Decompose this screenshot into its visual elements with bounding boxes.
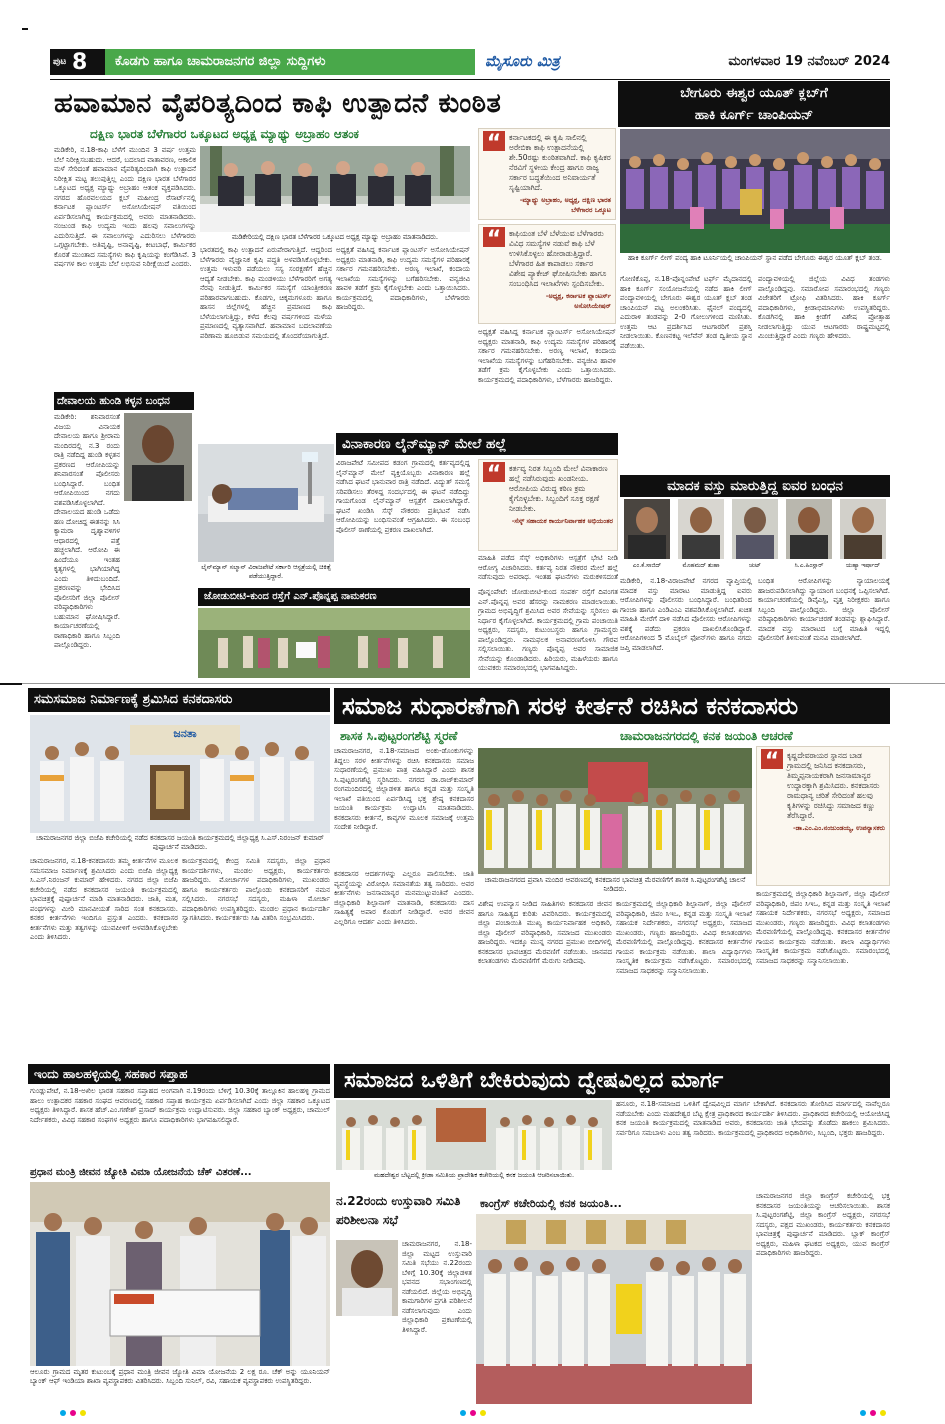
hockey-photo — [620, 129, 890, 253]
quote-mark-icon: “ — [483, 131, 505, 151]
coffee-body-mid2: ಅಧ್ಯಕ್ಷತೆ ವಹಿಸಿದ್ದ ಕರ್ನಾಟಕ ಪ್ಲಾಂಟರ್ಸ್ ಅಸೋಸಿಯೇಷನ್ ಅಧ್ಯಕ್ಷರು ಮಾತನಾಡಿ, ಕಾಫಿ ಉದ್ಯಮ ಸಮಸ್ಯೆಗಳ ಪರಿಹಾರಕ್ಕೆ ಸರ್ಕಾರ ಗಮನಹರಿಸಬೇಕು. ಅರಣ್ಯ ಇಲಾಖೆ, ಕಂದಾಯ ಇಲಾಖೆಯ ಸಮಸ್ಯೆಗಳನ್ನು ಬಗೆಹರಿಸಬೇಕು. ವನ್ಯಜೀವಿ ಹಾವಳಿ ತಡೆಗೆ ಕ್ರಮ ಕೈಗೊಳ್ಳಬೇಕು ಎಂದು ಒತ್ತಾಯಿಸಿದರು. ಕಾರ್ಯಕ್ರಮದಲ್ಲಿ ಪದಾಧಿಕಾರಿಗಳು, ಬೆಳೆಗಾರರು ಹಾಜರಿದ್ದರು. — [336, 246, 470, 311]
meeting-headline — [336, 1192, 472, 1232]
equality-body: ಹನೂರು, ನ.18-ಸಮಾಜದ ಒಳಿತಿಗೆ ದ್ವೇಷವಿಲ್ಲದ ಮಾರ್ಗ ಬೇಕಾಗಿದೆ. ಕನಕದಾಸರು ತೋರಿಸಿದ ಮಾರ್ಗದಲ್ಲಿ ನಾವೆಲ್ಲರೂ ನಡೆಯಬೇಕು ಎಂದು ಮಹದೇಶ್ವರ ಬೆಟ್ಟ ಕ್ಷೇತ್ರ ಪ್ರಾಧಿಕಾರದ ಕಾರ್ಯದರ್ಶಿ ತಿಳಿಸಿದರು. ಪ್ರಾಧಿಕಾರದ ಕಚೇರಿಯಲ್ಲಿ ಆಯೋಜಿಸಿದ್ದ ಕನಕ ಜಯಂತಿ ಕಾರ್ಯಕ್ರಮದಲ್ಲಿ ಮಾತನಾಡಿದ ಅವರು, ಕನಕದಾಸರು ಜಾತಿ ಭೇದವನ್ನು ತೊಡೆದು ಹಾಕಲು ಶ್ರಮಿಸಿದರು. ಸರ್ವರಿಗೂ ಸಮಬಾಳು ಎಂಬ ತತ್ವ ಸಾರಿದರು. ಕಾರ್ಯಕ್ರಮದಲ್ಲಿ ಪ್ರಾಧಿಕಾರದ ಅಧಿಕಾರಿಗಳು, ಸಿಬ್ಬಂದಿ, ಭಕ್ತರು ಹಾಜರಿದ್ದರು. — [616, 1100, 890, 1137]
kanaka-headline-bar: ಸಮಾಜ ಸುಧಾರಣೆಗಾಗಿ ಸರಳ ಕೀರ್ತನೆ ರಚಿಸಿದ ಕನಕದಾಸರು — [334, 688, 890, 724]
lineman-headline-bar: ವಿನಾಕಾರಣ ಲೈನ್‌ಮ್ಯಾನ್ ಮೇಲೆ ಹಲ್ಲೆ — [336, 433, 618, 455]
top-left-rule — [22, 28, 28, 30]
equality-photo — [336, 1100, 612, 1170]
suspect-name-2: ಮೊಹಮದ್ ಶುಹಾ — [682, 562, 720, 569]
coffee-quote-2-signature: -ಅಧ್ಯಕ್ಷ, ಕರ್ನಾಟಕ ಪ್ಲಾಂಟರ್ಸ್ ಅಸೋಸಿಯೇಷನ್ — [545, 292, 611, 310]
hockey-photo-caption: ಹಾಕಿ ಕೂರ್ಗ್ ಲೀಗ್ ಪಂದ್ಯ ಹಾಕಿ ಟೂರ್ನಿಯಲ್ಲಿ ಚಾಂಪಿಯನ್ ಸ್ಥಾನ ಪಡೆದ ಬೇಗೂರು ಈಶ್ವರ ಯೂತ್ ಕ್ಲಬ್ ತಂಡ. — [628, 254, 882, 262]
drugs-headline-bar: ಮಾದಕ ವಸ್ತು ಮಾರುತ್ತಿದ್ದ ಐವರ ಬಂಧನ — [620, 475, 890, 497]
samasamaja-photo-caption: ಚಾಮರಾಜನಗರ ಜಿಲ್ಲಾ ಬಿಜೆಪಿ ಕಚೇರಿಯಲ್ಲಿ ನಡೆದ ಕನಕದಾಸರ ಜಯಂತಿ ಕಾರ್ಯಕ್ರಮದಲ್ಲಿ ಜಿಲ್ಲಾಧ್ಯಕ್ಷ ಸಿ.ಎಸ್.ನಿರಂಜನ್ ಕುಮಾರ್ ಪುಷ್ಪಾರ್ಚನೆ ಮಾಡಿದರು. — [36, 834, 324, 851]
road-body: ಪೊನ್ನಂಪೇಟೆ: ಜೋಡುಬೀಟಿ-ಕುಂದ ಸಂಪರ್ಕ ರಸ್ತೆಗೆ ದಿವಂಗತ ಎನ್.ಪೊನ್ನಪ್ಪ ಅವರ ಹೆಸರನ್ನು ನಾಮಕರಣ ಮಾಡಲಾಯಿತು. ಗ್ರಾಮದ ಅಭಿವೃದ್ಧಿಗೆ ಶ್ರಮಿಸಿದ ಅವರ ಸೇವೆಯನ್ನು ಸ್ಮರಿಸಲು ಈ ನಿರ್ಧಾರ ಕೈಗೊಳ್ಳಲಾಗಿದೆ. ಕಾರ್ಯಕ್ರಮದಲ್ಲಿ ಗ್ರಾಮ ಪಂಚಾಯಿತಿ ಅಧ್ಯಕ್ಷರು, ಸದಸ್ಯರು, ಕುಟುಂಬಸ್ಥರು ಹಾಗೂ ಗ್ರಾಮಸ್ಥರು ಪಾಲ್ಗೊಂಡಿದ್ದರು. ನಾಮಫಲಕ ಅನಾವರಣಗೊಳಿಸಿ ಗೌರವ ಸಲ್ಲಿಸಲಾಯಿತು. ಗಣ್ಯರು ಪೊನ್ನಪ್ಪ ಅವರ ಸಾಮಾಜಿಕ ಸೇವೆಯನ್ನು ಕೊಂಡಾಡಿದರು. ಹಿರಿಯರು, ಮಹಿಳೆಯರು ಹಾಗೂ ಯುವಕರು ಸಮಾರಂಭದಲ್ಲಿ ಭಾಗವಹಿಸಿದ್ದರು. — [478, 588, 618, 672]
coffee-photo — [200, 146, 470, 232]
equality-photo-caption: ಮಹದೇಶ್ವರ ಬೆಟ್ಟದಲ್ಲಿ ಕ್ರೀಡಾ ಸಮಿತಿಯ ಪ್ರಾದೇಶಿಕ ಕಚೇರಿಯಲ್ಲಿ ಕನಕ ಜಯಂತಿ ಆಚರಿಸಲಾಯಿತು. — [373, 1171, 575, 1179]
mm-hills-event-image — [336, 1100, 612, 1170]
header-rule — [50, 79, 890, 80]
road-photo — [198, 608, 470, 678]
section-divider — [0, 683, 945, 684]
hockey-body-2: ಪಂದ್ಯಾವಳಿಯಲ್ಲಿ ಜಿಲ್ಲೆಯ ವಿವಿಧ ತಂಡಗಳು ಪಾಲ್ಗೊಂಡಿದ್ದವು. ಸಮಾರೋಪ ಸಮಾರಂಭದಲ್ಲಿ ಗಣ್ಯರು ವಿಜೇತರಿಗೆ ಟ್ರೋಫಿ ವಿತರಿಸಿದರು. ಹಾಕಿ ಕೂರ್ಗ್ ಪದಾಧಿಕಾರಿಗಳು, ಕ್ರೀಡಾಭಿಮಾನಿಗಳು ಉಪಸ್ಥಿತರಿದ್ದರು. ಕೊಡಗಿನಲ್ಲಿ ಹಾಕಿ ಕ್ರೀಡೆಗೆ ವಿಶೇಷ ಪ್ರೋತ್ಸಾಹ ನೀಡಲಾಗುತ್ತಿದ್ದು ಯುವ ಆಟಗಾರರು ರಾಷ್ಟ್ರಮಟ್ಟದಲ್ಲಿ ಮಿಂಚುತ್ತಿದ್ದಾರೆ ಎಂದು ಗಣ್ಯರು ಹೇಳಿದರು. — [758, 275, 890, 340]
road-naming-event-image — [198, 608, 470, 678]
congress-body: ಚಾಮರಾಜನಗರ ಜಿಲ್ಲಾ ಕಾಂಗ್ರೆಸ್ ಕಚೇರಿಯಲ್ಲಿ ಭಕ್ತ ಕನಕದಾಸರ ಜಯಂತಿಯನ್ನು ಆಚರಿಸಲಾಯಿತು. ಶಾಸಕ ಸಿ.ಪುಟ್ಟರಂಗಶೆಟ್ಟಿ, ಜಿಲ್ಲಾ ಕಾಂಗ್ರೆಸ್ ಅಧ್ಯಕ್ಷರು, ನಗರಸಭೆ ಸದಸ್ಯರು, ಪಕ್ಷದ ಮುಖಂಡರು, ಕಾರ್ಯಕರ್ತರು ಕನಕದಾಸರ ಭಾವಚಿತ್ರಕ್ಕೆ ಪುಷ್ಪಾರ್ಚನೆ ಮಾಡಿದರು. ಬ್ಲಾಕ್ ಕಾಂಗ್ರೆಸ್ ಅಧ್ಯಕ್ಷರು, ಮಹಿಳಾ ಘಟಕದ ಅಧ್ಯಕ್ಷರು, ಯುವ ಕಾಂಗ್ರೆಸ್ ಪದಾಧಿಕಾರಿಗಳು ಹಾಜರಿದ್ದರು. — [756, 1192, 890, 1257]
suspect-photo-1 — [624, 499, 670, 559]
page-label: ಪುಟ — [53, 57, 67, 67]
congress-headline: ಕಾಂಗ್ರೆಸ್ ಕಚೇರಿಯಲ್ಲಿ ಕನಕ ಜಯಂತಿ... — [480, 1197, 622, 1210]
suspect-photo-5 — [840, 499, 886, 559]
temple-suspect-photo — [124, 413, 192, 501]
coffee-quote-1-text: ಕರ್ನಾಟಕದಲ್ಲಿ ಈ ಕೃಷಿ ಸಾಲಿನಲ್ಲಿ ಅರೇಬಿಕಾ ಕಾಫಿ ಉತ್ಪಾದನೆಯಲ್ಲಿ ಶೇ.50ರಷ್ಟು ಕುಂಠಿತವಾಗಿದೆ. ಕಾಫಿ ಕೃಷಿಕರ ನೆರವಿಗೆ ಸ್ಥಳೀಯ ಕೇಂದ್ರ ಹಾಗೂ ರಾಜ್ಯ ಸರ್ಕಾರ ಬದ್ಧತೆಯಿಂದ ಅನಿವಾರ್ಯತೆ ಸೃಷ್ಟಿಯಾಗಿದೆ. — [509, 133, 611, 192]
road-headline-bar: ಜೋಡುಬೀಟಿ-ಕುಂದ ರಸ್ತೆಗೆ ಎನ್.ಪೊನ್ನಪ್ಪ ನಾಮಕರಣ — [198, 588, 470, 606]
coffee-body-mid: ಭಾರತದಲ್ಲಿ ಕಾಫಿ ಉತ್ಪಾದನೆ ಏರುಪೇರಾಗುತ್ತಿದೆ. ಆದ್ದರಿಂದ ಬೆಳೆಗಾರರು ವೈಜ್ಞಾನಿಕ ಕೃಷಿ ಪದ್ಧತಿ ಅಳವಡಿಸಿಕೊಳ್ಳಬೇಕು. ಉತ್ತಮ ಇಳುವರಿ ಪಡೆಯಲು ಸಸ್ಯ ಸಂರಕ್ಷಣೆಗೆ ಹೆಚ್ಚಿನ ಆದ್ಯತೆ ನೀಡಬೇಕು. ಕಾಫಿ ಮಂಡಳಿಯು ಬೆಳೆಗಾರರಿಗೆ ಅಗತ್ಯ ನೆರವು ನೀಡುತ್ತಿದೆ. ಕಾರ್ಮಿಕರ ಸಮಸ್ಯೆಗೆ ಯಾಂತ್ರೀಕರಣ ಪರಿಹಾರವಾಗಬಹುದು. ಕೊಡಗು, ಚಿಕ್ಕಮಗಳೂರು ಹಾಗೂ ಹಾಸನ ಜಿಲ್ಲೆಗಳಲ್ಲಿ ಹೆಚ್ಚಿನ ಪ್ರಮಾಣದ ಕಾಫಿ ಬೆಳೆಯಲಾಗುತ್ತಿದ್ದು, ಕಳೆದ ಕೆಲವು ವರ್ಷಗಳಿಂದ ಮಳೆಯ ಪ್ರಮಾಣದಲ್ಲಿ ವ್ಯತ್ಯಾಸವಾಗಿದೆ. ಹವಾಮಾನ ಬದಲಾವಣೆಯ ಪರಿಣಾಮ ಹೂಬಿಡುವ ಸಮಯದಲ್ಲಿ ತೊಂದರೆಯಾಗುತ್ತಿದೆ. — [200, 246, 332, 340]
coffee-photo-caption: ಮಡಿಕೇರಿಯಲ್ಲಿ ದಕ್ಷಿಣ ಭಾರತ ಬೆಳೆಗಾರರ ಒಕ್ಕೂಟದ ಅಧ್ಯಕ್ಷ ಮ್ಯಾಥ್ಯು ಅಬ್ರಾಹಂ ಮಾತನಾಡಿದರು. — [231, 233, 439, 241]
kanaka-body-4: ಕಾರ್ಯಕ್ರಮದಲ್ಲಿ ಜಿಲ್ಲಾಧಿಕಾರಿ ಶಿಲ್ಪಾನಾಗ್, ಜಿಲ್ಲಾ ಪೊಲೀಸ್ ವರಿಷ್ಠಾಧಿಕಾರಿ, ಜಿಪಂ ಸಿಇಒ, ಕನ್ನಡ ಮತ್ತು ಸಂಸ್ಕೃತಿ ಇಲಾಖೆ ಸಹಾಯಕ ನಿರ್ದೇಶಕರು, ನಗರಸಭೆ ಅಧ್ಯಕ್ಷರು, ಸಮಾಜದ ಮುಖಂಡರು, ಗಣ್ಯರು ಹಾಜರಿದ್ದರು. ವಿವಿಧ ಕಲಾತಂಡಗಳು ಮೆರವಣಿಗೆಯಲ್ಲಿ ಪಾಲ್ಗೊಂಡಿದ್ದವು. ಕನಕದಾಸರ ಕೀರ್ತನೆಗಳ ಗಾಯನ ಕಾರ್ಯಕ್ರಮ ನಡೆಯಿತು. ಶಾಲಾ ವಿದ್ಯಾರ್ಥಿಗಳು ಸಾಂಸ್ಕೃತಿಕ ಕಾರ್ಯಕ್ರಮ ನಡೆಸಿಕೊಟ್ಟರು. ಸಮಾರಂಭದಲ್ಲಿ ಸಮಾಜದ ಸಾಧಕರನ್ನು ಸನ್ಮಾನಿಸಲಾಯಿತು. — [616, 900, 752, 975]
samasamaja-banner-text: ಜನತಾ — [173, 727, 197, 740]
samasamaja-body: ಚಾಮರಾಜನಗರ, ನ.18-ಕನಕದಾಸರು ತಮ್ಮ ಕೀರ್ತನೆಗಳ ಮೂಲಕ ಸಮಸಮಾಜ ನಿರ್ಮಾಣಕ್ಕೆ ಶ್ರಮಿಸಿದರು ಎಂದು ಬಿಜೆಪಿ ಜಿಲ್ಲಾಧ್ಯಕ್ಷ ಸಿ.ಎಸ್.ನಿರಂಜನ್ ಕುಮಾರ್ ಹೇಳಿದರು. ನಗರದ ಜಿಲ್ಲಾ ಬಿಜೆಪಿ ಕಚೇರಿಯಲ್ಲಿ ನಡೆದ ಕನಕದಾಸರ ಜಯಂತಿ ಕಾರ್ಯಕ್ರಮದಲ್ಲಿ ಭಾವಚಿತ್ರಕ್ಕೆ ಪುಷ್ಪಾರ್ಚನೆ ಮಾಡಿ ಮಾತನಾಡಿದರು. ಜಾತಿ, ಮತ, ಪಂಥಗಳನ್ನು ಮೀರಿ ಮಾನವೀಯತೆ ಸಾರಿದ ಸಂತ ಕನಕದಾಸರು. ಕನಕರ ಕೀರ್ತನೆಗಳು ಇಂದಿಗೂ ಪ್ರಸ್ತುತ ಎಂದರು. ಕನಕದಾಸರ ಕೀರ್ತನೆಗಳು ಮತ್ತು ತತ್ವಗಳನ್ನು ಯುವಪೀಳಿಗೆ ಅಳವಡಿಸಿಕೊಳ್ಳಬೇಕು ಎಂದು ತಿಳಿಸಿದರು. — [30, 857, 178, 941]
lineman-photo-caption: ಲೈನ್‌ಮ್ಯಾನ್ ಸಲ್ಮಾನ್ ವಿರಾಜಪೇಟೆ ಸರ್ಕಾರಿ ಆಸ್ಪತ್ರೆಯಲ್ಲಿ ಚಿಕಿತ್ಸೆ ಪಡೆಯುತ್ತಿದ್ದಾರೆ. — [201, 563, 331, 580]
kanaka-quote-text: ಕೃಷ್ಣದೇವರಾಯರ ಸ್ಥಾನದ ಬಾಡ ಗ್ರಾಮದಲ್ಲಿ ಜನಿಸಿದ ಕನಕದಾಸರು, ತಿಮ್ಮಪ್ಪನಾಯಕರಾಗಿ ಜನಸಾಮಾನ್ಯರ ಉದ್ಧಾರಕ್ಕಾಗಿ ಶ್ರಮಿಸಿದರು. ಕನಕದಾಸರು ರಾಮಧಾನ್ಯ ಚರಿತೆ ಸೇರಿದಂತೆ ಹಲವು ಕೃತಿಗಳನ್ನು ರಚಿಸಿದ್ದು ಸಮಾಜದ ಕಣ್ಣು ತೆರೆಸಿದ್ದಾರೆ. — [787, 751, 880, 820]
page-number-badge — [50, 49, 105, 75]
kanaka-subhead-right: ಚಾಮರಾಜನಗರದಲ್ಲಿ ಕನಕ ಜಯಂತಿ ಆಚರಣೆ — [620, 729, 793, 743]
left-margin-mark — [0, 683, 22, 685]
cheque-photo-caption: ಆಲೂರು ಗ್ರಾಮದ ಮೃತರ ಕುಟುಂಬಕ್ಕೆ ಪ್ರಧಾನ ಮಂತ್ರಿ ಜೀವನ ಜ್ಯೋತಿ ವಿಮಾ ಯೋಜನೆಯ 2 ಲಕ್ಷ ರೂ. ಚೆಕ್ ಅನ್ನು ಯೂನಿಯನ್ ಬ್ಯಾಂಕ್ ಆಫ್ ಇಂಡಿಯಾ ಶಾಖಾ ವ್ಯವಸ್ಥಾಪಕರು ವಿತರಿಸಿದರು. ಸಿಬ್ಬಂದಿ ಸುನಿಲ್, ರವಿ, ಸಹಾಯಕ ವ್ಯವಸ್ಥಾಪಕರು ಉಪಸ್ಥಿತರಿದ್ದರು. — [30, 1368, 330, 1385]
suspect-photo-3 — [732, 499, 778, 559]
drugs-body-2: ಬಂಧಿತ ಆರೋಪಿಗಳನ್ನು ನ್ಯಾಯಾಲಯಕ್ಕೆ ಹಾಜರುಪಡಿಸಲಾಗಿದ್ದು ನ್ಯಾಯಾಂಗ ಬಂಧನಕ್ಕೆ ಒಪ್ಪಿಸಲಾಗಿದೆ. ಕಾರ್ಯಾಚರಣೆಯಲ್ಲಿ ಡಿವೈಎಸ್ಪಿ, ವೃತ್ತ ನಿರೀಕ್ಷಕರು ಹಾಗೂ ಸಿಬ್ಬಂದಿ ಪಾಲ್ಗೊಂಡಿದ್ದರು. ಜಿಲ್ಲಾ ಪೊಲೀಸ್ ವರಿಷ್ಠಾಧಿಕಾರಿಗಳು ಕಾರ್ಯಾಚರಣೆ ತಂಡವನ್ನು ಶ್ಲಾಘಿಸಿದ್ದಾರೆ. ಮಾದಕ ವಸ್ತು ಮಾರಾಟದ ಬಗ್ಗೆ ಮಾಹಿತಿ ಇದ್ದಲ್ಲಿ ಪೊಲೀಸರಿಗೆ ತಿಳಿಸುವಂತೆ ಮನವಿ ಮಾಡಲಾಗಿದೆ. — [758, 577, 890, 642]
kanaka-body-right: ಕಾರ್ಯಕ್ರಮದಲ್ಲಿ ಜಿಲ್ಲಾಧಿಕಾರಿ ಶಿಲ್ಪಾನಾಗ್, ಜಿಲ್ಲಾ ಪೊಲೀಸ್ ವರಿಷ್ಠಾಧಿಕಾರಿ, ಜಿಪಂ ಸಿಇಒ, ಕನ್ನಡ ಮತ್ತು ಸಂಸ್ಕೃತಿ ಇಲಾಖೆ ಸಹಾಯಕ ನಿರ್ದೇಶಕರು, ನಗರಸಭೆ ಅಧ್ಯಕ್ಷರು, ಸಮಾಜದ ಮುಖಂಡರು, ಗಣ್ಯರು ಹಾಜರಿದ್ದರು. ವಿವಿಧ ಕಲಾತಂಡಗಳು ಮೆರವಣಿಗೆಯಲ್ಲಿ ಪಾಲ್ಗೊಂಡಿದ್ದವು. ಕನಕದಾಸರ ಕೀರ್ತನೆಗಳ ಗಾಯನ ಕಾರ್ಯಕ್ರಮ ನಡೆಯಿತು. ಶಾಲಾ ವಿದ್ಯಾರ್ಥಿಗಳು ಸಾಂಸ್ಕೃತಿಕ ಕಾರ್ಯಕ್ರಮ ನಡೆಸಿಕೊಟ್ಟರು. ಸಮಾರಂಭದಲ್ಲಿ ಸಮಾಜದ ಸಾಧಕರನ್ನು ಸನ್ಮಾನಿಸಲಾಯಿತು. — [756, 890, 890, 965]
samasamaja-headline-bar: ಸಮಸಮಾಜ ನಿರ್ಮಾಣಕ್ಕೆ ಶ್ರಮಿಸಿದ ಕನಕದಾಸರು — [28, 688, 330, 712]
kanaka-procession-photo — [478, 748, 752, 874]
section-title: ಕೊಡಗು ಹಾಗೂ ಚಾಮರಾಜನಗರ ಜಿಲ್ಲಾ ಸುದ್ದಿಗಳು — [115, 54, 326, 69]
coffee-headline: ಹವಾಮಾನ ವೈಪರಿತ್ಯದಿಂದ ಕಾಫಿ ಉತ್ಪಾದನೆ ಕುಂಠಿತ — [54, 88, 502, 119]
suspect-photo-2 — [678, 499, 724, 559]
suspect-name-3: ಚುಟ್ — [749, 562, 761, 569]
cheque-handover-image — [30, 1182, 330, 1366]
lineman-quote — [478, 459, 618, 551]
temple-headline-bar: ದೇವಾಲಯ ಹುಂಡಿ ಕಳ್ಳನ ಬಂಧನ — [54, 392, 194, 410]
suspect-name-4: ಸಿ.ಎ.ಹಿಂಸ್ಲಾರ್ — [794, 562, 824, 569]
issue-date: ಮಂಗಳವಾರ 19 ನವೆಂಬರ್ 2024 — [728, 54, 890, 69]
kanaka-body: ಚಾಮರಾಜನಗರ, ನ.18-ಸಮಾಜದ ಅಂಕು-ಡೊಂಕುಗಳನ್ನು ತಿದ್ದಲು ಸರಳ ಕೀರ್ತನೆಗಳನ್ನು ರಚಿಸಿ ಕನಕದಾಸರು ಸಮಾಜ ಸುಧಾರಣೆಯಲ್ಲಿ ಪ್ರಮುಖ ಪಾತ್ರ ವಹಿಸಿದ್ದಾರೆ ಎಂದು ಶಾಸಕ ಸಿ.ಪುಟ್ಟರಂಗಶೆಟ್ಟಿ ಸ್ಮರಿಸಿದರು. ನಗರದ ಡಾ.ರಾಜ್‌ಕುಮಾರ್ ರಂಗಮಂದಿರದಲ್ಲಿ ಜಿಲ್ಲಾಡಳಿತ ಹಾಗೂ ಕನ್ನಡ ಮತ್ತು ಸಂಸ್ಕೃತಿ ಇಲಾಖೆ ವತಿಯಿಂದ ಏರ್ಪಡಿಸಿದ್ದ ಭಕ್ತ ಶ್ರೇಷ್ಠ ಕನಕದಾಸರ ಜಯಂತಿ ಕಾರ್ಯಕ್ರಮ ಉದ್ಘಾಟಿಸಿ ಮಾತನಾಡಿದರು. ಕನಕದಾಸರು ಕೀರ್ತನೆ, ಕಾವ್ಯಗಳ ಮೂಲಕ ಸಮಾಜಕ್ಕೆ ಉತ್ತಮ ಸಂದೇಶ ನೀಡಿದ್ದಾರೆ. — [334, 747, 474, 831]
coffee-subhead: ದಕ್ಷಿಣ ಭಾರತ ಬೆಳೆಗಾರರ ಒಕ್ಕೂಟದ ಅಧ್ಯಕ್ಷ ಮ್ಯಾಥ್ಯು ಅಬ್ರಾಹಂ ಆತಂಕ — [90, 127, 359, 141]
cooperative-body: ಗುಂಡ್ಲುಪೇಟೆ, ನ.18-ಅಖಿಲ ಭಾರತ ಸಹಕಾರ ಸಪ್ತಾಹದ ಅಂಗವಾಗಿ ನ.19ರಂದು ಬೆಳಿಗ್ಗೆ 10.30ಕ್ಕೆ ತಾಲ್ಲೂಕಿನ ಹಾಲಹಳ್ಳಿ ಗ್ರಾಮದ ಹಾಲು ಉತ್ಪಾದಕರ ಸಹಕಾರ ಸಂಘದ ಆವರಣದಲ್ಲಿ ಸಹಕಾರ ಸಪ್ತಾಹ ಕಾರ್ಯಕ್ರಮ ಏರ್ಪಡಿಸಲಾಗಿದೆ ಎಂದು ಜಿಲ್ಲಾ ಸಹಕಾರ ಒಕ್ಕೂಟದ ಅಧ್ಯಕ್ಷರು ತಿಳಿಸಿದ್ದಾರೆ. ಶಾಸಕ ಹೆಚ್.ಎಂ.ಗಣೇಶ್ ಪ್ರಸಾದ್ ಕಾರ್ಯಕ್ರಮ ಉದ್ಘಾಟಿಸುವರು. ಜಿಲ್ಲಾ ಸಹಕಾರ ಬ್ಯಾಂಕ್ ಅಧ್ಯಕ್ಷರು, ಚಾಮುಲ್ ನಿರ್ದೇಶಕರು, ವಿವಿಧ ಸಹಕಾರ ಸಂಘಗಳ ಅಧ್ಯಕ್ಷರು ಹಾಗೂ ಪದಾಧಿಕಾರಿಗಳು ಭಾಗವಹಿಸಲಿದ್ದಾರೆ. — [30, 1087, 330, 1124]
coffee-quote-2 — [478, 224, 616, 324]
lineman-quote-signature: -ಸೆಸ್ಕ್ ಸಹಾಯಕ ಕಾರ್ಯನಿರ್ವಾಹಕ ಅಭಿಯಂತರ — [511, 517, 613, 525]
lineman-photo — [198, 444, 334, 562]
coffee-quote-2-text: ಕಾಫಿಯಂತ ಬೆಳೆ ಬೆಳೆಯುವ ಬೆಳೆಗಾರರು ವಿವಿಧ ಸಮಸ್ಯೆಗಳ ನಡುವೆ ಕಾಫಿ ಬೆಳೆ ಉಳಿಸಿಕೊಳ್ಳಲು ಹೋರಾಡುತ್ತಿದ್ದಾರೆ. ಬೆಳೆಗಾರರ ಹಿತ ಕಾಪಾಡಲು ಸರ್ಕಾರ ವಿಶೇಷ ಪ್ಯಾಕೇಜ್ ಘೋಷಿಸಬೇಕು ಹಾಗೂ ಸಂಬಂಧಿಸಿದ ಇಲಾಖೆಗಳು ಸ್ಪಂದಿಸಬೇಕು. — [509, 229, 607, 288]
lineman-body: ವಿರಾಜಪೇಟೆ ಸಮೀಪದ ಕಡಂಗ ಗ್ರಾಮದಲ್ಲಿ ಕರ್ತವ್ಯದಲ್ಲಿದ್ದ ಲೈನ್‌ಮ್ಯಾನ್ ಮೇಲೆ ವ್ಯಕ್ತಿಯೊಬ್ಬರು ವಿನಾಕಾರಣ ಹಲ್ಲೆ ನಡೆಸಿದ ಘಟನೆ ಭಾನುವಾರ ರಾತ್ರಿ ನಡೆದಿದೆ. ವಿದ್ಯುತ್ ಸಮಸ್ಯೆ ಸರಿಪಡಿಸಲು ತೆರಳಿದ್ದ ಸಂದರ್ಭದಲ್ಲಿ ಈ ಘಟನೆ ನಡೆದಿದ್ದು ಗಾಯಗೊಂಡ ಲೈನ್‌ಮ್ಯಾನ್ ಆಸ್ಪತ್ರೆಗೆ ದಾಖಲಾಗಿದ್ದಾರೆ. ಘಟನೆ ಖಂಡಿಸಿ ಸೆಸ್ಕ್ ನೌಕರರು ಪ್ರತಿಭಟನೆ ನಡೆಸಿ ಆರೋಪಿಯನ್ನು ಬಂಧಿಸುವಂತೆ ಆಗ್ರಹಿಸಿದರು. ಈ ಸಂಬಂಧ ಪೊಲೀಸ್ ಠಾಣೆಯಲ್ಲಿ ಪ್ರಕರಣ ದಾಖಲಾಗಿದೆ. — [336, 459, 470, 534]
cooperative-subhead: ಪ್ರಧಾನ ಮಂತ್ರಿ ಜೀವನ ಜ್ಯೋತಿ ವಿಮಾ ಯೋಜನೆಯ ಚೆಕ್ ವಿತರಣೆ... — [30, 1167, 252, 1178]
meeting-headline-text: ನ.22ರಂದು ಉಸ್ತುವಾರಿ ಸಮಿತಿ ಪರಿಶೀಲನಾ ಸಭೆ — [336, 1194, 461, 1227]
kanaka-photo-caption: ಚಾಮರಾಜನಗರದ ಪ್ರವಾಸಿ ಮಂದಿರ ಆವರಣದಲ್ಲಿ ಕನಕದಾಸರ ಭಾವಚಿತ್ರ ಮೆರವಣಿಗೆಗೆ ಶಾಸಕ ಸಿ.ಪುಟ್ಟರಂಗಶೆಟ್ಟಿ ಚಾಲನೆ ನೀಡಿದರು. — [484, 876, 746, 893]
kanaka-procession-image — [478, 748, 752, 874]
suspect-name-1: ಎಂ.ಕೆ.ಸಾಜಿದ್ — [632, 562, 662, 569]
hockey-headline-bar — [618, 81, 890, 127]
coffee-body-right: ಅಧ್ಯಕ್ಷತೆ ವಹಿಸಿದ್ದ ಕರ್ನಾಟಕ ಪ್ಲಾಂಟರ್ಸ್ ಅಸೋಸಿಯೇಷನ್ ಅಧ್ಯಕ್ಷರು ಮಾತನಾಡಿ, ಕಾಫಿ ಉದ್ಯಮ ಸಮಸ್ಯೆಗಳ ಪರಿಹಾರಕ್ಕೆ ಸರ್ಕಾರ ಗಮನಹರಿಸಬೇಕು. ಅರಣ್ಯ ಇಲಾಖೆ, ಕಂದಾಯ ಇಲಾಖೆಯ ಸಮಸ್ಯೆಗಳನ್ನು ಬಗೆಹರಿಸಬೇಕು. ವನ್ಯಜೀವಿ ಹಾವಳಿ ತಡೆಗೆ ಕ್ರಮ ಕೈಗೊಳ್ಳಬೇಕು ಎಂದು ಒತ್ತಾಯಿಸಿದರು. ಕಾರ್ಯಕ್ರಮದಲ್ಲಿ ಪದಾಧಿಕಾರಿಗಳು, ಬೆಳೆಗಾರರು ಹಾಜರಿದ್ದರು. — [478, 328, 616, 384]
masthead: ಮೈಸೂರು ಮಿತ್ರ — [485, 52, 560, 70]
suspect-photo-4 — [786, 499, 832, 559]
hockey-team-image — [620, 129, 890, 253]
coffee-quote-1 — [478, 128, 616, 220]
coffee-quote-1-signature: -ಮ್ಯಾಥ್ಯು ಅಬ್ರಾಹಂ, ಅಧ್ಯಕ್ಷ, ದಕ್ಷಿಣ ಭಾರತ ಬೆಳೆಗಾರರ ಒಕ್ಕೂಟ — [519, 196, 611, 214]
cheque-photo — [30, 1182, 330, 1366]
section-title-bar — [105, 49, 475, 75]
quote-mark-icon: “ — [483, 462, 505, 482]
cooperative-headline-bar: ಇಂದು ಹಾಲಹಳ್ಳಿಯಲ್ಲಿ ಸಹಕಾರ ಸಪ್ತಾಹ — [28, 1064, 330, 1084]
congress-photo — [476, 1214, 752, 1404]
drugs-body: ಮಡಿಕೇರಿ, ನ.18-ವಿರಾಜಪೇಟೆ ನಗರದ ವ್ಯಾಪ್ತಿಯಲ್ಲಿ ಮಾದಕ ವಸ್ತು ಮಾರಾಟ ಮಾಡುತ್ತಿದ್ದ ಐವರು ಆರೋಪಿಗಳನ್ನು ಪೊಲೀಸರು ಬಂಧಿಸಿದ್ದಾರೆ. ಬಂಧಿತರಿಂದ ಗಾಂಜಾ ಹಾಗೂ ಎಂಡಿಎಂಎ ವಶಪಡಿಸಿಕೊಳ್ಳಲಾಗಿದೆ. ಖಚಿತ ಮಾಹಿತಿ ಮೇರೆಗೆ ದಾಳಿ ನಡೆಸಿದ ಪೊಲೀಸರು ಆರೋಪಿಗಳನ್ನು ವಶಕ್ಕೆ ಪಡೆದು ಪ್ರಕರಣ ದಾಖಲಿಸಿಕೊಂಡಿದ್ದಾರೆ. ಆರೋಪಿಗಳಿಂದ 5 ಮೊಬೈಲ್ ಫೋನ್‌ಗಳು ಹಾಗೂ ನಗದು ಜಪ್ತಿ ಮಾಡಲಾಗಿದೆ. — [620, 577, 752, 652]
suspect-photos — [620, 499, 890, 575]
kanaka-quote-signature: -ಡಾ.ಎಂ.ಎಂ.ನಂಜುಂಡಯ್ಯ, ಉಪನ್ಯಾಸಕರು — [792, 824, 885, 832]
coffee-body-left: ಮಡಿಕೇರಿ, ನ.18-ಕಾಫಿ ಬೆಳೆಗೆ ಮುಂದಿನ 3 ವರ್ಷ ಉತ್ತಮ ಬೆಲೆ ನಿರೀಕ್ಷಿಸಬಹುದು. ಆದರೆ, ಬದಲಾದ ವಾತಾವರಣ, ಆಕಾಲಿಕ ಮಳೆ ಸೇರಿದಂತೆ ಹವಾಮಾನ ವೈಪರಿತ್ಯದಿಂದಾಗಿ ಕಾಫಿ ಉತ್ಪಾದನೆ ನಿರೀಕ್ಷಿತ ಮಟ್ಟ ತಲುಪುತ್ತಿಲ್ಲ ಎಂದು ದಕ್ಷಿಣ ಭಾರತ ಬೆಳೆಗಾರರ ಒಕ್ಕೂಟದ ಅಧ್ಯಕ್ಷ ಮ್ಯಾಥ್ಯು ಅಬ್ರಾಹಂ ಆತಂಕ ವ್ಯಕ್ತಪಡಿಸಿದರು. ನಗರದ ಹೊರವಲಯದ ಕ್ಲಬ್ ಮಹೀಂದ್ರ ರೆಸಾರ್ಟ್‌ನಲ್ಲಿ ಕರ್ನಾಟಕ ಪ್ಲಾಂಟರ್ಸ್ ಅಸೋಸಿಯೇಷನ್ ವತಿಯಿಂದ ಏರ್ಪಡಿಸಲಾಗಿದ್ದ ಕಾರ್ಯಕ್ರಮದಲ್ಲಿ ಅವರು ಮಾತನಾಡಿದರು. ನಂಜುಂಡ ಕಾಫಿ ಉದ್ಯಮ ಇಂದು ಹಲವು ಸವಾಲುಗಳನ್ನು ಎದುರಿಸುತ್ತಿದೆ. ಈ ಸವಾಲುಗಳನ್ನು ಎದುರಿಸಲು ಬೆಳೆಗಾರರು ಒಗ್ಗಟ್ಟಾಗಬೇಕು. ಅತಿವೃಷ್ಟಿ, ಅನಾವೃಷ್ಟಿ, ಕೀಟಬಾಧೆ, ಕಾರ್ಮಿಕರ ಕೊರತೆ ಮುಂತಾದ ಸಮಸ್ಯೆಗಳು ಕಾಫಿ ಕೃಷಿಯನ್ನು ಕಂಗೆಡಿಸಿವೆ. 3 ವರ್ಷಗಳ ಕಾಲ ಉತ್ತಮ ಬೆಲೆ ಲಭಿಸುವ ನಿರೀಕ್ಷೆಯಿದೆ ಎಂದರು. — [54, 146, 196, 268]
samasamaja-photo — [30, 715, 330, 833]
lineman-quote-text: ಕರ್ತವ್ಯ ನಿರತ ಸಿಬ್ಬಂದಿ ಮೇಲೆ ವಿನಾಕಾರಣ ಹಲ್ಲೆ ನಡೆಸಿರುವುದು ಖಂಡನೀಯ. ಆರೋಪಿಯ ವಿರುದ್ಧ ಕಠಿಣ ಕ್ರಮ ಕೈಗೊಳ್ಳಬೇಕು. ಸಿಬ್ಬಂದಿಗೆ ಸೂಕ್ತ ರಕ್ಷಣೆ ನೀಡಬೇಕು. — [509, 464, 608, 513]
page-header — [0, 0, 945, 82]
hockey-headline-line2: ಹಾಕಿ ಕೂರ್ಗ್ ಚಾಂಪಿಯನ್ — [694, 107, 814, 123]
quote-mark-icon: “ — [483, 227, 505, 247]
official-portrait — [336, 1240, 398, 1316]
samasamaja-body-2: ಕಾರ್ಯಕ್ರಮದಲ್ಲಿ ಕೇಂದ್ರ ಸಮಿತಿ ಸದಸ್ಯರು, ಜಿಲ್ಲಾ ಪ್ರಧಾನ ಕಾರ್ಯದರ್ಶಿಗಳು, ಮಂಡಲ ಅಧ್ಯಕ್ಷರು, ಕಾರ್ಯಕರ್ತರು ಹಾಜರಿದ್ದರು. ಮೋರ್ಚಾಗಳ ಪದಾಧಿಕಾರಿಗಳು, ಮುಖಂಡರು ಹಾಗೂ ಕಾರ್ಯಕರ್ತರು ಪಾಲ್ಗೊಂಡು ಕನಕದಾಸರಿಗೆ ನಮನ ಸಲ್ಲಿಸಿದರು. ನಗರಸಭೆ ಸದಸ್ಯರು, ಮಹಿಳಾ ಮೋರ್ಚಾ ಪದಾಧಿಕಾರಿಗಳು ಉಪಸ್ಥಿತರಿದ್ದರು. ಮಂಡಲ ಪ್ರಧಾನ ಕಾರ್ಯದರ್ಶಿ ಸ್ವಾಗತಿಸಿದರು. ಕಾರ್ಯಕರ್ತರು ಸಿಹಿ ವಿತರಿಸಿ ಸಂಭ್ರಮಿಸಿದರು. — [182, 857, 330, 922]
meeting-body: ಚಾಮರಾಜನಗರ, ನ.18- ಜಿಲ್ಲಾ ಮಟ್ಟದ ಉಸ್ತುವಾರಿ ಸಮಿತಿ ಸಭೆಯು ನ.22ರಂದು ಬೆಳಿಗ್ಗೆ 10.30ಕ್ಕೆ ಜಿಲ್ಲಾಡಳಿತ ಭವನದ ಸಭಾಂಗಣದಲ್ಲಿ ನಡೆಯಲಿದೆ. ಜಿಲ್ಲೆಯ ಅಭಿವೃದ್ಧಿ ಕಾಮಗಾರಿಗಳ ಪ್ರಗತಿ ಪರಿಶೀಲನೆ ನಡೆಸಲಾಗುವುದು ಎಂದು ಜಿಲ್ಲಾಧಿಕಾರಿ ಪ್ರಕಟಣೆಯಲ್ಲಿ ತಿಳಿಸಿದ್ದಾರೆ. — [402, 1240, 472, 1334]
coffee-meeting-image — [200, 146, 470, 232]
page-number: 8 — [72, 50, 88, 75]
kanaka-subhead-left: ಶಾಸಕ ಸಿ.ಪುಟ್ಟರಂಗಶೆಟ್ಟಿ ಸ್ಮರಣೆ — [340, 729, 458, 743]
temple-body: ಮಡಿಕೇರಿ: ಶನಿವಾರಸಂತೆ ವಿಜಯ ವಿನಾಯಕ ದೇವಾಲಯ ಹಾಗೂ ಶ್ರೀರಾಮ ಮಂದಿರದಲ್ಲಿ ನ.3 ರಂದು ರಾತ್ರಿ ನಡೆದಿದ್ದ ಹುಂಡಿ ಕಳ್ಳತನ ಪ್ರಕರಣದ ಆರೋಪಿಯನ್ನು ಶನಿವಾರಸಂತೆ ಪೊಲೀಸರು ಬಂಧಿಸಿದ್ದಾರೆ. ಬಂಧಿತ ಆರೋಪಿಯಿಂದ ನಗದು ವಶಪಡಿಸಿಕೊಳ್ಳಲಾಗಿದೆ. ದೇವಾಲಯದ ಹುಂಡಿ ಒಡೆದು ಹಣ ದೋಚಿದ್ದ ಈತನನ್ನು ಸಿಸಿ ಕ್ಯಾಮರಾ ದೃಶ್ಯಾವಳಿಗಳ ಆಧಾರದಲ್ಲಿ ಪತ್ತೆ ಹಚ್ಚಲಾಗಿದೆ. ಆರೋಪಿ ಈ ಹಿಂದೆಯೂ ಇಂತಹ ಕೃತ್ಯಗಳಲ್ಲಿ ಭಾಗಿಯಾಗಿದ್ದ ಎಂದು ತಿಳಿದುಬಂದಿದೆ. ಪ್ರಕರಣವನ್ನು ಭೇದಿಸಿದ ಪೊಲೀಸರಿಗೆ ಜಿಲ್ಲಾ ಪೊಲೀಸ್ ವರಿಷ್ಠಾಧಿಕಾರಿಗಳು ಬಹುಮಾನ ಘೋಷಿಸಿದ್ದಾರೆ. ಕಾರ್ಯಾಚರಣೆಯಲ್ಲಿ ಠಾಣಾಧಿಕಾರಿ ಹಾಗೂ ಸಿಬ್ಬಂದಿ ಪಾಲ್ಗೊಂಡಿದ್ದರು. — [54, 413, 120, 649]
color-registration-marks — [0, 1408, 945, 1424]
lineman-body-2: ಮಾಹಿತಿ ಪಡೆದ ಸೆಸ್ಕ್ ಅಧಿಕಾರಿಗಳು ಆಸ್ಪತ್ರೆಗೆ ಭೇಟಿ ನೀಡಿ ಆರೋಗ್ಯ ವಿಚಾರಿಸಿದರು. ಕರ್ತವ್ಯ ನಿರತ ನೌಕರರ ಮೇಲೆ ಹಲ್ಲೆ ನಡೆಸುವುದು ಅಪರಾಧ. ಇಂತಹ ಘಟನೆಗಳು ಮರುಕಳಿಸದಂತೆ — [478, 554, 618, 581]
congress-office-event-image — [476, 1214, 752, 1404]
kanaka-body-2: ಕನಕದಾಸರ ಆದರ್ಶಗಳನ್ನು ಎಲ್ಲರೂ ಪಾಲಿಸಬೇಕು. ಜಾತಿ ವ್ಯವಸ್ಥೆಯನ್ನು ವಿರೋಧಿಸಿ ಸಮಾನತೆಯ ತತ್ವ ಸಾರಿದರು. ಅವರ ಕೀರ್ತನೆಗಳು ಜನಸಾಮಾನ್ಯರ ಮನಮುಟ್ಟುವಂತಿವೆ ಎಂದರು. ಜಿಲ್ಲಾಧಿಕಾರಿ ಶಿಲ್ಪಾನಾಗ್ ಮಾತನಾಡಿ, ಕನಕದಾಸರು ದಾಸ ಸಾಹಿತ್ಯಕ್ಕೆ ಅಪಾರ ಕೊಡುಗೆ ನೀಡಿದ್ದಾರೆ. ಅವರ ಜೀವನ ಎಲ್ಲರಿಗೂ ಆದರ್ಶ ಎಂದು ತಿಳಿಸಿದರು. — [334, 870, 474, 926]
kanaka-quote — [756, 746, 890, 886]
equality-headline-bar: ಸಮಾಜದ ಒಳಿತಿಗೆ ಬೇಕಿರುವುದು ದ್ವೇಷವಿಲ್ಲದ ಮಾರ್ಗ — [334, 1064, 890, 1098]
hockey-body: ಗೋಣಿಕೊಪ್ಪ, ನ.18-ಪೊನ್ನಂಪೇಟೆ ಟರ್ಫ್ ಮೈದಾನದಲ್ಲಿ ಹಾಕಿ ಕೂರ್ಗ್ ಸಂಯೋಜನೆಯಲ್ಲಿ ನಡೆದ ಹಾಕಿ ಲೀಗ್ ಪಂದ್ಯಾವಳಿಯಲ್ಲಿ ಬೇಗೂರು ಈಶ್ವರ ಯೂತ್ ಕ್ಲಬ್ ತಂಡ ಚಾಂಪಿಯನ್ ಪಟ್ಟ ಅಲಂಕರಿಸಿತು. ಫೈನಲ್ ಪಂದ್ಯದಲ್ಲಿ ಎದುರಾಳಿ ತಂಡವನ್ನು 2-0 ಗೋಲುಗಳಿಂದ ಮಣಿಸಿತು. ಉತ್ತಮ ಆಟ ಪ್ರದರ್ಶಿಸಿದ ಆಟಗಾರರಿಗೆ ಪ್ರಶಸ್ತಿ ನೀಡಲಾಯಿತು. ಕೊಣನಕಟ್ಟ ಇಲೆವೆನ್ ತಂಡ ದ್ವಿತೀಯ ಸ್ಥಾನ ಪಡೆಯಿತು. — [620, 275, 752, 350]
hospital-bed-image — [198, 444, 334, 562]
kanaka-body-3: ವಿಶೇಷ ಉಪನ್ಯಾಸ ನೀಡಿದ ಸಾಹಿತಿಗಳು ಕನಕದಾಸರ ಜೀವನ ಹಾಗೂ ಸಾಹಿತ್ಯದ ಕುರಿತು ವಿವರಿಸಿದರು. ಕಾರ್ಯಕ್ರಮದಲ್ಲಿ ಜಿಲ್ಲಾ ಪಂಚಾಯಿತಿ ಮುಖ್ಯ ಕಾರ್ಯನಿರ್ವಾಹಕ ಅಧಿಕಾರಿ, ಜಿಲ್ಲಾ ಪೊಲೀಸ್ ವರಿಷ್ಠಾಧಿಕಾರಿ, ಸಮಾಜದ ಮುಖಂಡರು ಹಾಜರಿದ್ದರು. ಇದಕ್ಕೂ ಮುನ್ನ ನಗರದ ಪ್ರಮುಖ ಬೀದಿಗಳಲ್ಲಿ ಕನಕದಾಸರ ಭಾವಚಿತ್ರದ ಮೆರವಣಿಗೆ ನಡೆಯಿತು. ಜಾನಪದ ಕಲಾತಂಡಗಳು ಮೆರವಣಿಗೆಗೆ ಮೆರುಗು ನೀಡಿದವು. — [478, 900, 612, 965]
quote-mark-icon: “ — [761, 749, 783, 769]
hockey-headline-line1: ಬೇಗೂರು ಈಶ್ವರ ಯೂತ್ ಕ್ಲಬ್‌ಗೆ — [680, 85, 828, 101]
suspect-name-5: ಯಹ್ಯಾ ಇರ್ಷಾದ್ — [845, 562, 881, 569]
